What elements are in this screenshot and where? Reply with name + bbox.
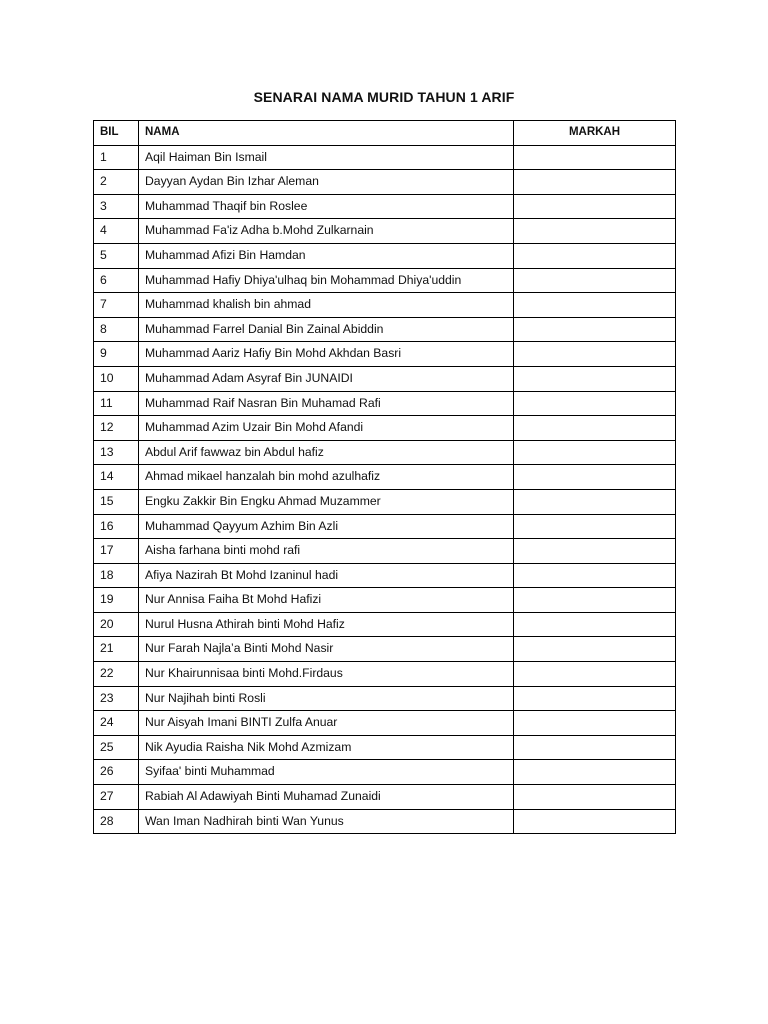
column-header-bil: BIL (94, 121, 139, 146)
table-row (94, 145, 676, 170)
markah-cell (514, 612, 676, 637)
table-row (94, 760, 676, 785)
student-name-cell: Muhammad Aariz Hafiy Bin Mohd Akhdan Basri (139, 342, 514, 367)
markah-cell (514, 342, 676, 367)
student-name-cell: Syifaa' binti Muhammad (139, 760, 514, 785)
student-name-cell: Nik Ayudia Raisha Nik Mohd Azmizam (139, 735, 514, 760)
table-row (94, 416, 676, 441)
table-row (94, 219, 676, 244)
row-number-cell: 22 (94, 662, 139, 687)
column-header-markah: MARKAH (514, 121, 676, 146)
student-name-cell: Rabiah Al Adawiyah Binti Muhamad Zunaidi (139, 785, 514, 810)
row-number-cell: 9 (94, 342, 139, 367)
row-number-cell: 13 (94, 440, 139, 465)
row-number-cell: 12 (94, 416, 139, 441)
student-name-cell: Muhammad Farrel Danial Bin Zainal Abiddin (139, 317, 514, 342)
table-row (94, 268, 676, 293)
table-row (94, 293, 676, 318)
markah-cell (514, 293, 676, 318)
student-name-cell: Nur Annisa Faiha Bt Mohd Hafizi (139, 588, 514, 613)
table-row (94, 489, 676, 514)
table-row (94, 366, 676, 391)
student-name-cell: Nur Aisyah Imani BINTI Zulfa Anuar (139, 711, 514, 736)
row-number-cell: 3 (94, 194, 139, 219)
table-header-row (94, 121, 676, 146)
markah-cell (514, 268, 676, 293)
markah-cell (514, 170, 676, 195)
markah-cell (514, 785, 676, 810)
student-name-cell: Muhammad Hafiy Dhiya'ulhaq bin Mohammad Dhiya'uddin (139, 268, 514, 293)
table-row (94, 588, 676, 613)
row-number-cell: 28 (94, 809, 139, 834)
row-number-cell: 7 (94, 293, 139, 318)
table-row (94, 194, 676, 219)
table-row (94, 440, 676, 465)
row-number-cell: 5 (94, 243, 139, 268)
row-number-cell: 10 (94, 366, 139, 391)
student-name-cell: Nur Najihah binti Rosli (139, 686, 514, 711)
markah-cell (514, 686, 676, 711)
markah-cell (514, 809, 676, 834)
markah-cell (514, 317, 676, 342)
table-row (94, 785, 676, 810)
student-name-cell: Afiya Nazirah Bt Mohd Izaninul hadi (139, 563, 514, 588)
row-number-cell: 1 (94, 145, 139, 170)
table-row (94, 539, 676, 564)
row-number-cell: 11 (94, 391, 139, 416)
markah-cell (514, 145, 676, 170)
student-name-cell: Ahmad mikael hanzalah bin mohd azulhafiz (139, 465, 514, 490)
student-name-cell: Muhammad Adam Asyraf Bin JUNAIDI (139, 366, 514, 391)
student-name-cell: Muhammad khalish bin ahmad (139, 293, 514, 318)
markah-cell (514, 416, 676, 441)
student-name-cell: Nurul Husna Athirah binti Mohd Hafiz (139, 612, 514, 637)
row-number-cell: 2 (94, 170, 139, 195)
table-row (94, 563, 676, 588)
row-number-cell: 20 (94, 612, 139, 637)
student-name-cell: Dayyan Aydan Bin Izhar Aleman (139, 170, 514, 195)
table-row (94, 514, 676, 539)
markah-cell (514, 440, 676, 465)
table-row (94, 735, 676, 760)
table-row (94, 711, 676, 736)
markah-cell (514, 514, 676, 539)
student-name-cell: Engku Zakkir Bin Engku Ahmad Muzammer (139, 489, 514, 514)
markah-cell (514, 194, 676, 219)
student-name-cell: Wan Iman Nadhirah binti Wan Yunus (139, 809, 514, 834)
row-number-cell: 4 (94, 219, 139, 244)
table-row (94, 342, 676, 367)
column-header-nama: NAMA (139, 121, 514, 146)
markah-cell (514, 760, 676, 785)
markah-cell (514, 243, 676, 268)
row-number-cell: 8 (94, 317, 139, 342)
markah-cell (514, 465, 676, 490)
row-number-cell: 19 (94, 588, 139, 613)
table-row (94, 612, 676, 637)
markah-cell (514, 489, 676, 514)
table-row (94, 243, 676, 268)
student-name-cell: Muhammad Raif Nasran Bin Muhamad Rafi (139, 391, 514, 416)
student-name-cell: Muhammad Afizi Bin Hamdan (139, 243, 514, 268)
table-row (94, 662, 676, 687)
row-number-cell: 26 (94, 760, 139, 785)
markah-cell (514, 662, 676, 687)
markah-cell (514, 539, 676, 564)
table-row (94, 391, 676, 416)
student-name-cell: Muhammad Fa'iz Adha b.Mohd Zulkarnain (139, 219, 514, 244)
row-number-cell: 17 (94, 539, 139, 564)
student-name-cell: Muhammad Azim Uzair Bin Mohd Afandi (139, 416, 514, 441)
student-name-cell: Muhammad Qayyum Azhim Bin Azli (139, 514, 514, 539)
markah-cell (514, 735, 676, 760)
table-row (94, 317, 676, 342)
markah-cell (514, 588, 676, 613)
table-body (94, 145, 676, 834)
student-name-cell: Aqil Haiman Bin Ismail (139, 145, 514, 170)
row-number-cell: 21 (94, 637, 139, 662)
student-name-cell: Nur Farah Najla’a Binti Mohd Nasir (139, 637, 514, 662)
row-number-cell: 6 (94, 268, 139, 293)
student-name-cell: Aisha farhana binti mohd rafi (139, 539, 514, 564)
markah-cell (514, 366, 676, 391)
row-number-cell: 16 (94, 514, 139, 539)
row-number-cell: 15 (94, 489, 139, 514)
markah-cell (514, 391, 676, 416)
markah-cell (514, 563, 676, 588)
markah-cell (514, 711, 676, 736)
row-number-cell: 18 (94, 563, 139, 588)
row-number-cell: 23 (94, 686, 139, 711)
table-row (94, 465, 676, 490)
page-title: SENARAI NAMA MURID TAHUN 1 ARIF (253, 89, 515, 105)
student-name-cell: Abdul Arif fawwaz bin Abdul hafiz (139, 440, 514, 465)
markah-cell (514, 637, 676, 662)
table-row (94, 170, 676, 195)
markah-cell (514, 219, 676, 244)
student-name-cell: Nur Khairunnisaa binti Mohd.Firdaus (139, 662, 514, 687)
row-number-cell: 27 (94, 785, 139, 810)
student-list-table (93, 120, 676, 834)
table-row (94, 686, 676, 711)
table-row (94, 809, 676, 834)
row-number-cell: 25 (94, 735, 139, 760)
row-number-cell: 14 (94, 465, 139, 490)
row-number-cell: 24 (94, 711, 139, 736)
table-row (94, 637, 676, 662)
student-name-cell: Muhammad Thaqif bin Roslee (139, 194, 514, 219)
